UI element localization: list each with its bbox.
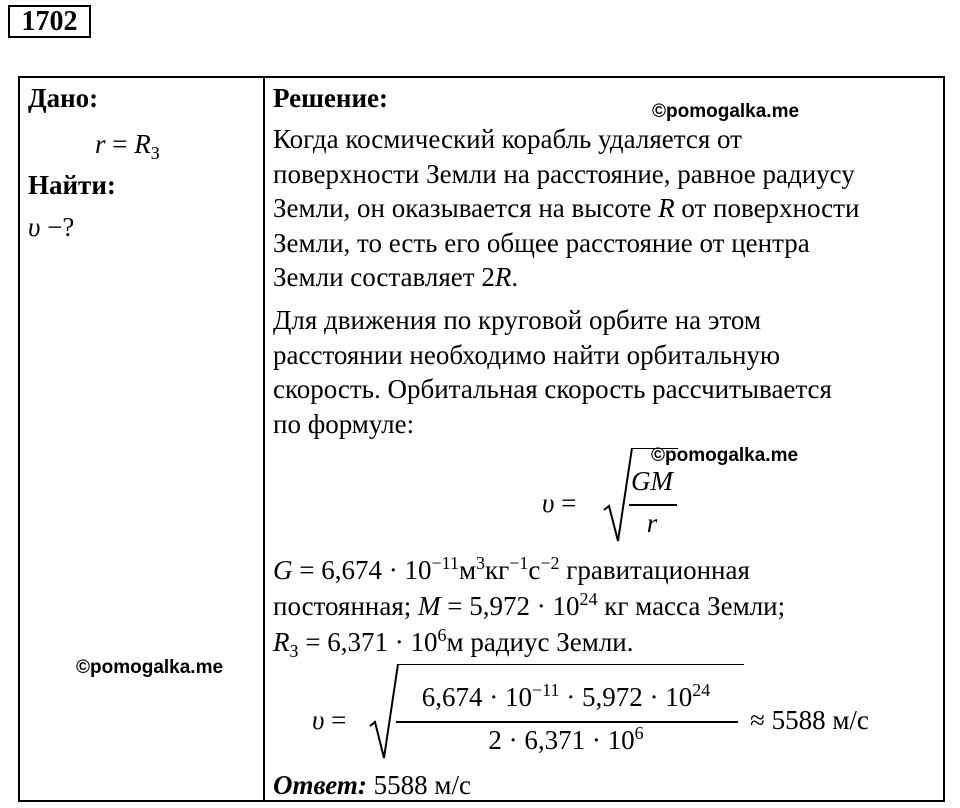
formula1-numerator: GM [631,466,673,496]
constant-g: $G = 6,674 \cdot 10^{-11}м^3кг^{-1}с^{-2}$ гравитационная [273,553,750,585]
formula1-denominator: r [646,508,658,538]
constant-r: $R_З = 6,371 \cdot 10^6м$ радиус Земли. [273,625,634,661]
formula2-denominator: $2 \cdot 6,371 \cdot 10^6$ [488,723,644,755]
solution-line-8: скорость. Орбитальная скорость рассчитывается [273,374,832,404]
solution-line-3: Земли, он оказывается на высоте R от поверхности [273,193,860,223]
solution-line-4: Земли, то есть его общее расстояние от центра [273,228,810,258]
solution-line-5: Земли составляет 2R. [273,262,519,292]
formula-orbital-velocity: υ = [542,488,577,518]
watermark: ©pomogalka.me [652,101,800,122]
watermark: ©pomogalka.me [651,445,799,466]
solution-line-6: Для движения по круговой орбите на этом [273,305,761,335]
solution-line-7: расстоянии необходимо найти орбитальную [273,340,781,370]
solution-line-1: Когда космический корабль удаляется от [273,124,742,154]
column-divider [263,78,265,800]
formula-computation-lhs: υ = [312,705,347,735]
find-heading: Найти: [28,170,116,200]
formula2-result: ≈ 5588 м/с [750,705,869,735]
answer: Ответ: 5588 м/с [273,770,471,800]
constant-m: постоянная; $M = 5,972 \cdot 10^{24}$ кг масса Земли; [273,589,786,621]
given-condition: $r = R_З$ [95,129,160,163]
solution-heading: Решение: [273,83,388,113]
solution-table [18,76,945,802]
formula2-numerator: $6,674 \cdot 10^{-11} \cdot 5,972 \cdot 10^{24}$ [421,680,711,712]
solution-line-2: поверхности Земли на расстояние, равное радиусу [273,159,855,189]
solution-line-9: по формуле: [273,409,415,439]
watermark: ©pomogalka.me [76,657,224,678]
given-heading: Дано: [28,83,99,113]
problem-number: 1702 [8,5,91,38]
find-target: υ −? [28,212,75,242]
